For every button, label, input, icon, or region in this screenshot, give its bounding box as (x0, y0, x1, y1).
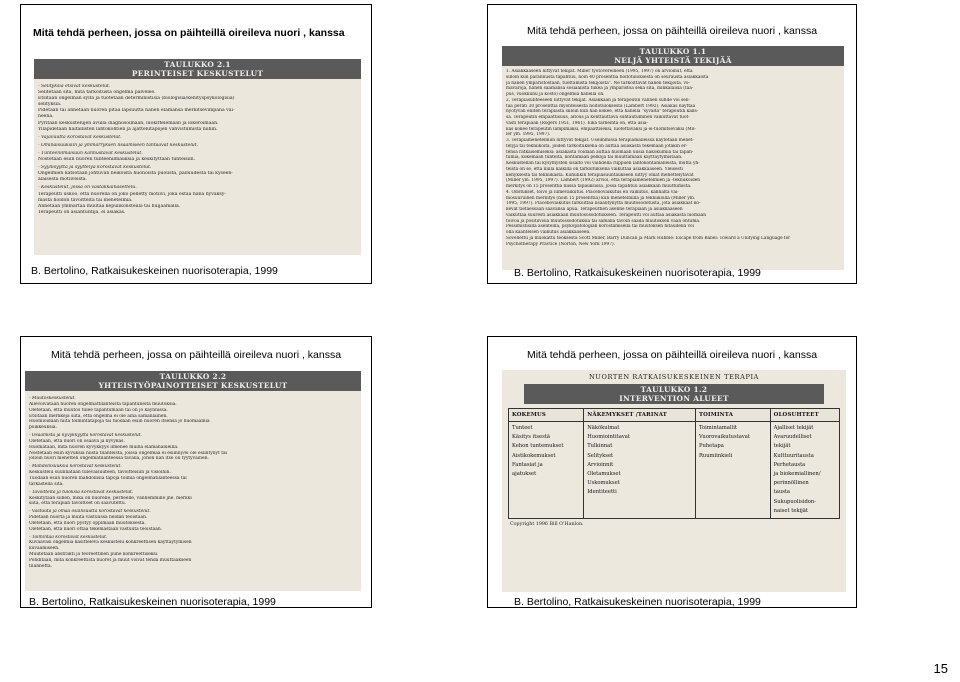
table-subtitle: INTERVENTION ALUEET (619, 394, 729, 403)
cell-item: Vuorovaikutustavat (698, 434, 750, 441)
text-line: Etsitään ongelman syitä ja tuotetaan deterministisiä (biologisia/kehityspsykologisia) (38, 96, 235, 102)
cell-item: ajatukset (512, 471, 537, 478)
text-line: Keskustellan tai kysymysten sisältö voi vaihdella riippuen lähtökohtamalleista, mutta yh- (506, 161, 700, 166)
cell-item: Puhetapa (698, 443, 724, 450)
table-title: TAULUKKO 2.2 (159, 372, 227, 381)
text-line: alaisesta motiiveista. (38, 177, 87, 183)
text-line: heena. (38, 114, 54, 120)
cell-item: Fantasiat ja (512, 461, 543, 468)
text-line: Terapeutti uskoo, että nuorella on joko pelletty motiivi, joka estää hänä hyväksy- (38, 191, 226, 197)
table-body (25, 391, 361, 570)
text-line: 4. Odotukset, toivo ja lumevaikutus. Placebovaikutus eli vaikutus, kannalta vai- (506, 189, 679, 195)
text-line: Psychotherapy Practice (Norton, New York 1997). (506, 241, 615, 247)
text-line: Pyritään keskustelujen avulla diagnosoimaan, luokittelemaan ja lokeroimaan. (38, 120, 219, 126)
scanned-table (502, 370, 846, 592)
text-line: - Tunteenilmaisuun kannustavat keskustelut. (38, 150, 143, 156)
cell-item: Käsitys itsestä (512, 434, 550, 441)
slide-title: Mitä tehdä perheen, jossa on päihteillä oireileva nuori , kanssa (50, 349, 342, 361)
text-line: Muutetaan abstrakti ja teoreettinen puhe konkreettiseksi. (29, 552, 159, 558)
text-line: silloin kun parannusta tapahtuu, noin 40 prosenttia hoitotuloksesta on seurausta asiakkaista (506, 74, 709, 80)
text-line: mosuuruinen merkitys (noin 15 prosenttia) kun menetelmillä ja tekniikoilla (Miller ym. (506, 195, 696, 201)
scanned-table (34, 59, 361, 255)
text-line: 1. Asiakkaaseen liittyvät tekijät. Miller työtovereineen (1995, 1997) on arvioinut, että (506, 69, 693, 74)
cell-item: ja biokemiallinen/ (773, 471, 821, 478)
text-line: pus, vuokkunu ja kosto) ongelmia hänellä on. (506, 92, 605, 97)
text-line: ler ym. 1995, 1997). (506, 132, 551, 138)
text-line: vaikuttaa suuresti asiakkaan muutososodotukseen. Terapeutti voi auttaa asiakasta luomaan (506, 212, 706, 218)
text-line: Etsitään merkkejä siitä, että ongelma ei ole aina samanlainen. (29, 413, 168, 419)
text-line: Pohditaan, mitä konkreettista nuoret ja muut voivat tehdä muuttaakseen (29, 557, 192, 563)
text-line: mästä hoidon tavoitteita tai menetelmiä. (38, 197, 133, 203)
text-line: Oletetaan, että nuori pystyy oppimaan muutoksesta. (29, 520, 146, 526)
cell-item: Selitykset (587, 452, 614, 459)
text-line: telyjä tai tekniikoita, joiden tarkoituksena on auttaa asiakasta tekemään jotakin er- (506, 143, 688, 149)
text-line: hyötyvän eniten terapiasta silloin kun hän kokee, että hänellä "syvältä" terapeutin kans- (506, 109, 699, 115)
text-line: kas kokee terapeutin lämpimäksi, empaattiseksi, luotettavaksi ja ei-tuomitsevaksi (Mil- (506, 126, 696, 132)
cell-item: Ajalliset tekijät (773, 425, 814, 431)
table-subtitle: YHTEISTYÖPAINOTTEISET KESKUSTELUT (98, 381, 288, 390)
text-line: Annetaan ymmärtää muutaa kepulikonsteillä tai huijaamalla. (38, 203, 181, 209)
column-header: OLOSUHTEET (770, 409, 839, 422)
cell-item: Perhetausta (773, 461, 806, 468)
text-line: Huomioidaan niitä toimintatapoja tai tuodaan esiin nuoren itsensä jo huomaamia (29, 419, 210, 425)
text-line: merkitys on 15 prosenttia niissä tapauksissa, jossa tapahtuu asiakkaan muuttumista. (506, 184, 692, 189)
cell-item: Identiteetti (587, 489, 617, 496)
text-line: jolloin nuori menetteli ongelmatilanteessa tavalla, johon hän itse oli tyytyväinen. (29, 456, 209, 462)
text-line: Terapeutti on asiantuntija, ei asiakas. (38, 209, 126, 215)
table-title: TAULUKKO 1.2 (640, 385, 708, 394)
text-line: tensa ratkaisemiseksi: asiakasta voidaan auttaa huomaan uusia näkökulmia tai tapah- (506, 149, 694, 155)
cell-item: Oletamukset (587, 471, 621, 478)
text-line: Allevoivataan nuoren ongelmattilanteista tapahtuneita muutoksia. (29, 401, 177, 407)
text-line: Keskustelu suunnataan tulevaisuuteen, tavoitteisiin ja visioihin. (29, 470, 171, 476)
text-line: ja hänen ympäristöstään, tuottamista tekijöistä". Ne tarkoittavat hänen tekijöitä, vo- (506, 80, 690, 86)
cell-item: Sukupuolisidon- (773, 498, 817, 505)
slide-4 (487, 336, 857, 608)
slide-title: Mitä tehdä perheen, jossa on päihteillä oireileva nuori , kanssa (33, 27, 345, 39)
text-line: 1995, 1997). Placebovaikutus tarkoittaa lisääntynyttä muutosodotusta, jota asiakkaat ko- (506, 201, 701, 207)
text-line: (Miller ym. 1995, 1997). Lambert (1992) arvioi, että terapiamenetelmien ja -tekniikoiden (506, 178, 701, 184)
cell-item: tekijät (773, 443, 791, 450)
cell-item: Toimintamallit (698, 425, 737, 431)
table-header-row (509, 409, 840, 422)
text-line: Oletetaan, että nuori on osaava ja kyvykäs. (29, 438, 125, 444)
table-body (34, 79, 361, 216)
text-line: tarkastella sitä. (29, 481, 64, 487)
table-wrapper (502, 408, 846, 527)
cell-item: Näkökulmat (587, 425, 620, 431)
text-line: - Keskustelut, jossa on vastakkainasettelu. (38, 185, 137, 191)
slide-caption: B. Bertolino, Ratkaisukeskeinen nuorisoterapia, 1999 (514, 267, 761, 279)
text-line: tilannetta. (29, 563, 52, 569)
cell-item: tausta (773, 489, 791, 496)
text-line: selityksiä. (38, 102, 62, 108)
text-line: Keskitytään siihen, mikä on nuorelle, perheelle, vanhemmille jne. merkki (29, 495, 192, 501)
intervention-table (508, 408, 840, 519)
text-line: Oletetaan, että muutos tulee tapahtumaan tai on jo käynnissä. (29, 407, 168, 413)
text-line: kuvaamiseen. (29, 546, 60, 552)
slide-title: Mitä tehdä perheen, jossa on päihteillä oireileva nuori , kanssa (526, 349, 818, 361)
text-line: vasti terapiaan (Rogers 1951, 1961). Eikä tärkeintä on, että asia- (506, 120, 648, 126)
column-cell (584, 422, 696, 519)
text-line: Nostetaan esiin nuoren tunteenilmauksia ja keskityttään tunteisiin. (38, 157, 195, 163)
text-line: - Syyllisyyttä ja syyttelyä korostavat keskustelut. (38, 165, 152, 171)
copyright-note: Copyright 1996 Bill O'Hanlon. (510, 522, 584, 528)
text-line: - Osaamista ja kyvykkyyttä korostavat keskustelut. (29, 433, 142, 439)
slide-1 (20, 4, 372, 284)
text-line: kehyksestä tai tekniikasta. Kuhunkin terapiasuuntaukseen liittyy omat menettelytavat (506, 172, 694, 178)
text-line: - Toimintaa korostavat keskustelut. (29, 534, 108, 540)
table-subtitle: NELJÄ YHTEISTÄ TEKIJÄÄ (614, 56, 732, 65)
table-banner (524, 384, 824, 404)
text-line: - Vastuuta ja omaa osallisuutta korostavat keskustelut. (29, 509, 151, 515)
cell-item: perinnöllinen (773, 480, 809, 487)
text-line: Pidetään nuorta ja muita vastuussa heidän teoistaan. (29, 515, 148, 521)
text-line: - Mahdollisuuksia korostavat keskustelut. (29, 464, 122, 470)
cell-item: Tunteet (512, 425, 533, 431)
cell-item: Kulttuuritausta (773, 452, 814, 459)
text-line: teistä on se, että niillä kaikilla on tarkoituksena vaikuttaa asiakkaaseen. Yleisesti (506, 166, 683, 172)
column-cell (695, 422, 770, 519)
text-line: siitä, että terapian tavoitteet on saavutettu. (29, 501, 127, 507)
slide-caption: B. Bertolino, Ratkaisukeskeinen nuorisoterapia, 1999 (31, 265, 278, 277)
table-title: TAULUKKO 2.1 (164, 60, 231, 69)
text-line: Oletetaan, että nuori ottaa tekemästään vastuuta teoistaan. (29, 526, 163, 532)
scanned-table (25, 371, 361, 591)
slide-2 (487, 4, 857, 284)
text-line: Huomataan, mitä nuoren kyvykkyys ilmenee muilla elämänalueilla. (29, 444, 179, 450)
cell-item: Arvioinnit (587, 461, 614, 468)
text-line: Pidetään tai annetaan nuoren pitää lapsuutta hänen elämänsä merkitsevimpänä vai- (38, 108, 235, 114)
slide-caption: B. Bertolino, Ratkaisukeskeinen nuorisoterapia, 1999 (29, 596, 276, 608)
slide-caption: B. Bertolino, Ratkaisukeskeinen nuorisoterapia, 1999 (514, 596, 761, 608)
slide-title: Mitä tehdä perheen, jossa on päihteillä oireileva nuori , kanssa (526, 25, 818, 37)
text-line: Selitetään sitä, mitä tarkoitusta ongelma palvelee. (38, 90, 156, 96)
text-line: - Tavoitteita ja tuloksia korostavat keskustelut. (29, 489, 134, 495)
text-line: Nostetaan esiin kyvuksia niistä tilanteista, joissa ongelmaa ei esiinny/ei ole esiintynyt tai (29, 450, 227, 456)
slide-3 (20, 336, 372, 608)
text-line: - Selityksiä etsivät keskustelut. (38, 84, 111, 89)
text-line: tää peräti 30 prosenttia myönteisestä hoitotuloksesta (Lambert 1992). Asiakas näyttää (506, 103, 696, 109)
column-header: TOIMINTA (695, 409, 770, 422)
cell-item: Tulkinnat (587, 443, 613, 450)
cell-item: Uskomukset (587, 480, 620, 487)
text-line: - Ominaisuuksiin ja ymmärryksen lisäämiseen tähtäävät keskustelut. (38, 142, 199, 148)
text-line: - Muutoskeskustelut. (29, 396, 76, 401)
table-banner (502, 46, 844, 66)
text-line: Ylläpidetään haitallisten lähtökohtien ja ajattelutapojen vahvistumista niihin. (38, 126, 218, 132)
cell-item: Huomiointitavat (587, 434, 630, 441)
column-header: KOKEMUS (509, 409, 584, 422)
table-body (502, 66, 844, 247)
book-header: NUORTEN RATKAISUKESKEINEN TERAPIA (588, 373, 760, 381)
cell-item: Aistikokemukset (512, 452, 556, 459)
cell-item: Kehon tuntemukset (512, 443, 564, 450)
text-line: - Vajavuutta korostavat keskustelut. (38, 134, 122, 140)
page-number: 15 (933, 661, 948, 676)
text-line: Tuodaan esiin nuoren mahdollisia tapoja toimia ongelmatilanteessa tai (29, 475, 187, 481)
text-line: Ongelmien katsotaan johtuvan heikoista huonoista puolista, palluudesta tai kyseen- (38, 171, 233, 177)
table-banner (25, 371, 361, 391)
text-line: poikkeuksia. (29, 425, 57, 431)
text-line: 2. Terapiasuhteeseen liittyvät tekijät. Asiakkaan ja terapeutin välinen suhde voi seli- (506, 97, 690, 103)
text-line: tumia, kokemaan tunteita, kohtamaan pelkoja tai muuttamaan käyttäytymistään. (506, 155, 683, 161)
table-row (509, 422, 840, 519)
table-subtitle: PERINTEISET KESKUSTELUT (131, 69, 264, 78)
cell-item: Ruumiinkieli (698, 452, 733, 459)
table-banner (34, 59, 361, 79)
column-cell (770, 422, 839, 519)
text-line: toivoa ja positiivisia muutossodotuksia tai samalla tavoin saada muutoksen vaan ontuma. (506, 218, 701, 224)
text-line: sa. Terapeutin empaattisuus, aitous ja konttauttava suhtautuminen vaikuttavat tuot- (506, 115, 690, 120)
column-header: NÄKEMYKSET /TARINAT (584, 409, 696, 422)
text-line: 3. Terapiamenetelmiin liittyvät tekijät. Useimmissa terapiamalleissa käytetään menet- (506, 138, 694, 143)
cell-item: naiset tekijät (773, 507, 808, 514)
text-line: olla kääntelsen vaikutus asiakkaaseen. (506, 230, 591, 235)
text-line: Kuvaavasi ongelmia käsittelevä keskustelu konkreettisen käyttäytymisen (29, 540, 192, 546)
cell-item: Avaruudelliset (773, 434, 812, 441)
text-line: mavaroja, hänen saamansa sosiaalista tukea ja ympäristöä sekä sitä, minkälaisia (taa- (506, 86, 694, 92)
text-line: kevat tietäessään saavansa apua. Terapeuttien asenne terapiaan ja asiakkaaseen (506, 207, 683, 212)
table-title: TAULUKKO 1.1 (639, 47, 707, 56)
text-line: Sovellettu ja muokattu teoksesta Scott Miller, Barry Duncan ja Mark Hubble: Escape from Babel: Toward a Unifying Language for (506, 235, 791, 241)
scanned-table (502, 46, 844, 270)
text-line: Pessimistisillä asenteilla, psykopatologian korostamisella tai muutoksen hitaudella voi (506, 224, 694, 230)
column-cell (509, 422, 584, 519)
